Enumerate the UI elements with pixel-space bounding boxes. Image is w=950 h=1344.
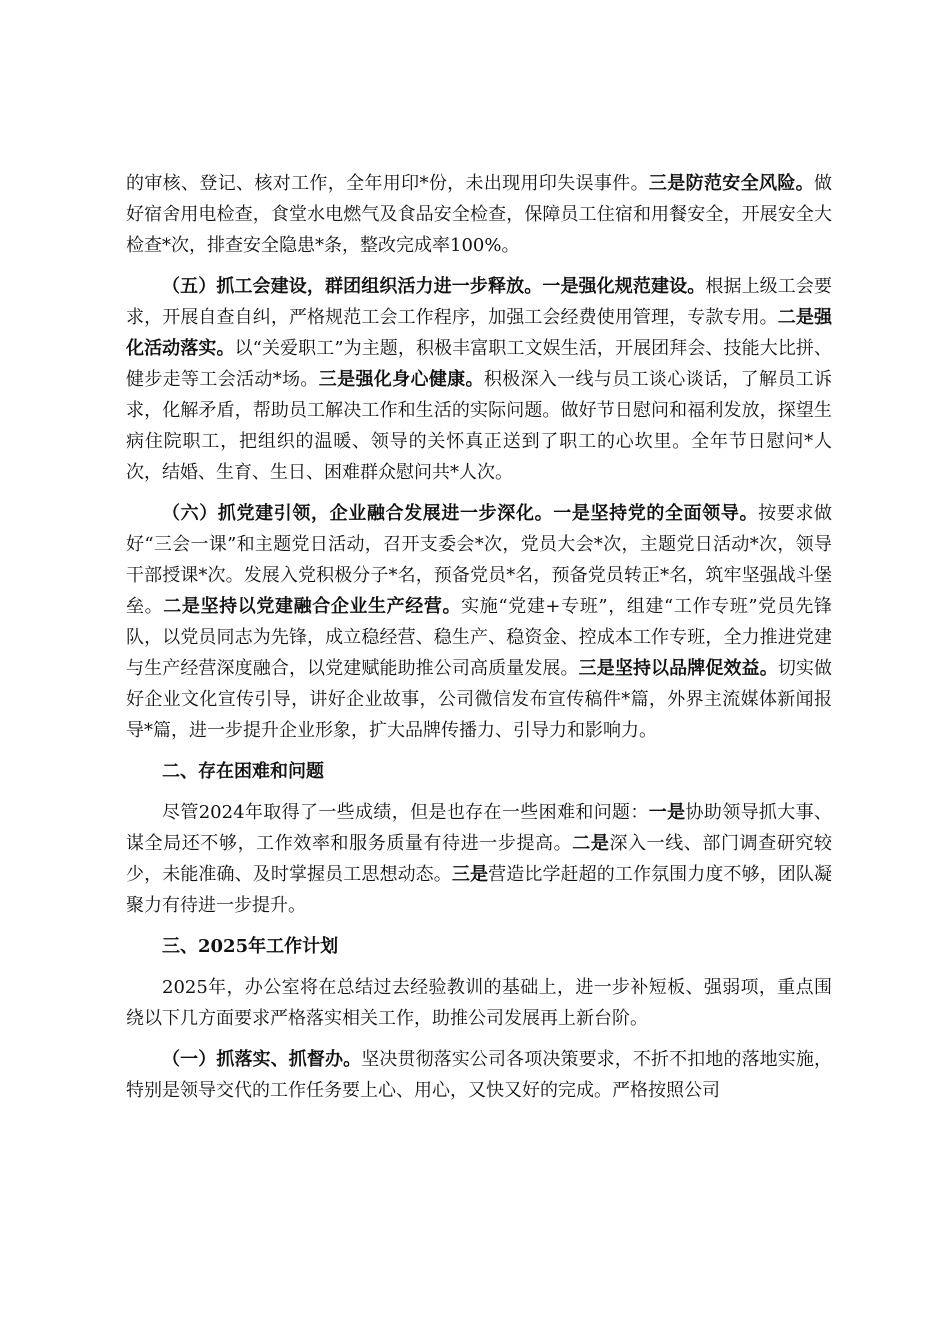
section-heading-problems: 二、存在困难和问题 (162, 761, 324, 782)
paragraph-implementation (126, 1044, 832, 1106)
document-body (126, 168, 832, 1116)
text: 尽管2024年取得了一些成绩，但是也存在一些困难和问题： (162, 802, 649, 823)
bold-text: （六）抓党建引领，企业融合发展进一步深化。一是坚持党的全面领导。 (162, 503, 759, 524)
text: 根据上级工会要求，开展自查自纠，严格规范工会工作程序，加强工会经费使用管理，专款专用。 (126, 276, 833, 328)
bold-text: 二是强化活动落实。 (126, 307, 833, 359)
text: 深入一线、部门调查研究较少，未能准确、及时掌握员工思想动态。 (126, 833, 833, 885)
bold-text: 一是 (648, 802, 686, 823)
bold-text: 二是 (572, 833, 610, 854)
text: 以“关爱职工”为主题，积极丰富职工文娱生活，开展团拜会、技能大比拼、健步走等工会活动*场。 (126, 338, 833, 390)
text: 做好宿舍用电检查，食堂水电燃气及食品安全检查，保障员工住宿和用餐安全，开展安全大检查*次，排查安全隐患*条，整改完成率100%。 (126, 173, 832, 256)
bold-text: （五）抓工会建设，群团组织活力进一步释放。一是强化规范建设。 (162, 276, 706, 297)
text: 营造比学赶超的工作氛围力度不够，团队凝聚力有待进一步提升。 (126, 864, 833, 916)
paragraph-safety (126, 168, 832, 261)
bold-text: 二是坚持以党建融合企业生产经营。 (163, 596, 462, 617)
section-heading-plan: 三、2025年工作计划 (162, 936, 339, 957)
paragraph-union (126, 271, 832, 488)
bold-text: 三是强化身心健康。 (318, 369, 484, 390)
bold-text: 三是防范安全风险。 (648, 173, 814, 194)
text: 按要求做好“三会一课”和主题党日活动，召开支委会*次，党员大会*次，主题党日活动*次，领导干部授课*次。发展入党积极分子*名，预备党员*名，预备党员转正*名，筑牢坚强战斗堡垒。 (126, 503, 833, 617)
text: 的审核、登记、核对工作，全年用印*份，未出现用印失误事件。 (126, 173, 649, 194)
paragraph-plan-intro: 2025年，办公室将在总结过去经验教训的基础上，进一步补短板、强弱项，重点围绕以下几方面要求严格落实相关工作，助推公司发展再上新台阶。 (126, 977, 832, 1029)
text: 实施“党建+专班”，组建“工作专班”党员先锋队，以党员同志为先锋，成立稳经营、稳生产、稳资金、控成本工作专班，全力推进党建与生产经营深度融合，以党建赋能助推公司高质量发展。 (126, 596, 833, 679)
bold-text: （一）抓落实、抓督办。 (162, 1049, 362, 1070)
text: 协助领导抓大事、谋全局还不够，工作效率和服务质量有待进一步提高。 (126, 802, 833, 854)
bold-text: 三是坚持以品牌促效益。 (578, 658, 778, 679)
text: 切实做好企业文化宣传引导，讲好企业故事，公司微信发布宣传稿件*篇，外界主流媒体新闻报导*篇，进一步提升企业形象，扩大品牌传播力、引导力和影响力。 (126, 658, 833, 741)
text: 积极深入一线与员工谈心谈话，了解员工诉求，化解矛盾，帮助员工解决工作和生活的实际问题。做好节日慰问和福利发放，探望生病住院职工，把组织的温暖、领导的关怀真正送到了职工的心坎里。全年节日慰问*人次，结婚、生育、生日、困难群众慰问共*人次。 (126, 369, 832, 483)
text: 坚决贯彻落实公司各项决策要求，不折不扣地的落地实施，特别是领导交代的工作任务要上心、用心，又快又好的完成。严格按照公司 (126, 1049, 833, 1101)
paragraph-problems (126, 797, 832, 921)
bold-text: 三是 (451, 864, 489, 885)
paragraph-party-building (126, 498, 832, 746)
